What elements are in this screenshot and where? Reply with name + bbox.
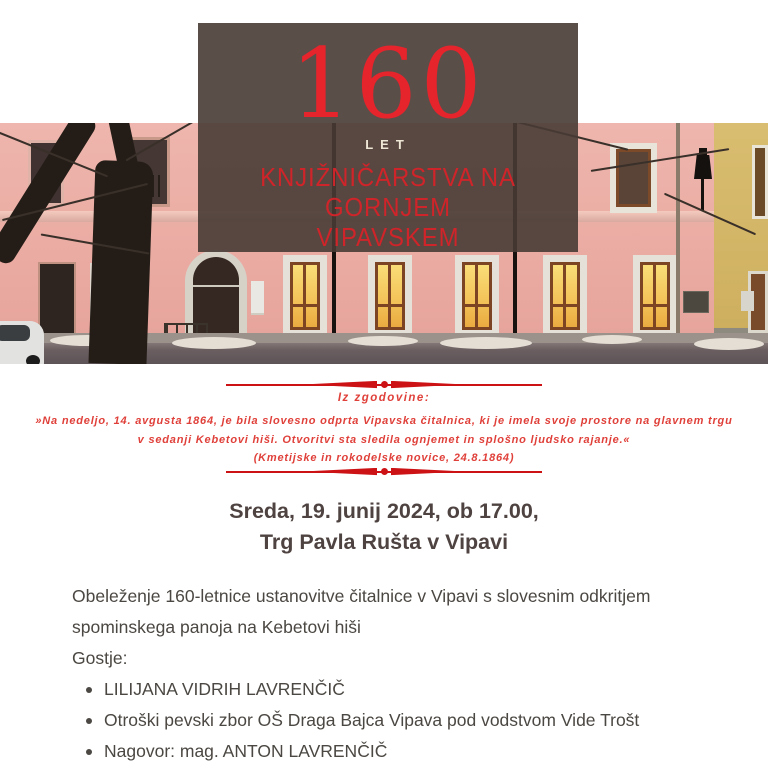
quote-text [0, 412, 768, 468]
poster-title [213, 162, 563, 252]
window-mullion [563, 262, 566, 330]
divider-taper-icon [303, 468, 377, 476]
street-lamp-pole [701, 179, 704, 211]
ornamental-divider [226, 380, 542, 389]
window-mullion [375, 304, 405, 307]
doorbell-panel [741, 291, 754, 311]
poster-title-line: GORNJEM [324, 192, 452, 222]
window-mullion [303, 262, 306, 330]
quote-line: »Na nedeljo, 14. avgusta 1864, je bila slovesno odprta Vipavska čitalnica, ki je imela svoje prostore na glavnem trgu [35, 415, 733, 427]
guest-list [72, 674, 708, 767]
snow-patch [172, 337, 256, 349]
title-overlay [198, 23, 578, 252]
guest-item: Nagovor: mag. ANTON LAVRENČIČ [72, 736, 708, 767]
poster-title-line: VIPAVSKEM [316, 222, 460, 252]
window-mullion [462, 304, 492, 307]
wall-plaque [683, 291, 709, 313]
guests-label: Gostje: [72, 648, 128, 668]
snow-patch [440, 337, 532, 349]
event-heading [0, 496, 768, 558]
event-description: Obeleženje 160-letnice ustanovitve čitalnice v Vipavi s slovesnim odkritjem spominskega panoja na Kebetovi hiši [72, 586, 651, 637]
snow-patch [694, 338, 764, 350]
quote-heading: Iz zgodovine: [337, 392, 431, 404]
fanlight-divider [193, 285, 239, 287]
let-label: LET [365, 137, 411, 152]
divider-taper-icon [391, 381, 465, 389]
anniversary-number: 160 [290, 28, 486, 140]
divider-dot-icon [381, 381, 388, 388]
event-location: Trg Pavla Rušta v Vipavi [259, 530, 509, 554]
car-wheel [26, 355, 40, 364]
window-mullion [475, 262, 478, 330]
event-datetime: Sreda, 19. junij 2024, ob 17.00, [229, 499, 539, 523]
guest-item: LILIJANA VIDRIH LAVRENČIČ [72, 674, 708, 705]
upper-window [610, 143, 657, 213]
guest-item: Otroški pevski zbor OŠ Draga Bajca Vipava pod vodstvom Vide Trošt [72, 705, 708, 736]
window-mullion [290, 304, 320, 307]
car-window [0, 325, 30, 341]
divider-dot-icon [381, 468, 388, 475]
door-sign [251, 281, 264, 313]
neighbor-window [752, 145, 768, 219]
event-body [72, 581, 708, 767]
street-lamp-icon [694, 155, 712, 179]
window-mullion [550, 304, 580, 307]
poster-title-line: KNJIŽNIČARSTVA NA [260, 162, 516, 192]
quote-line: v sedanji Kebetovi hiši. Otvoritvi sta sledila ognjemet in splošno ljudsko rajanje.« [137, 433, 631, 446]
window-mullion [653, 262, 656, 330]
window-mullion [388, 262, 391, 330]
divider-taper-icon [303, 381, 377, 389]
snow-patch [582, 335, 642, 344]
snow-patch [348, 336, 418, 346]
divider-taper-icon [391, 468, 465, 476]
ornamental-divider [226, 467, 542, 476]
quote-line: (Kmetijske in rokodelske novice, 24.8.1864) [253, 452, 515, 464]
window-mullion [640, 304, 670, 307]
